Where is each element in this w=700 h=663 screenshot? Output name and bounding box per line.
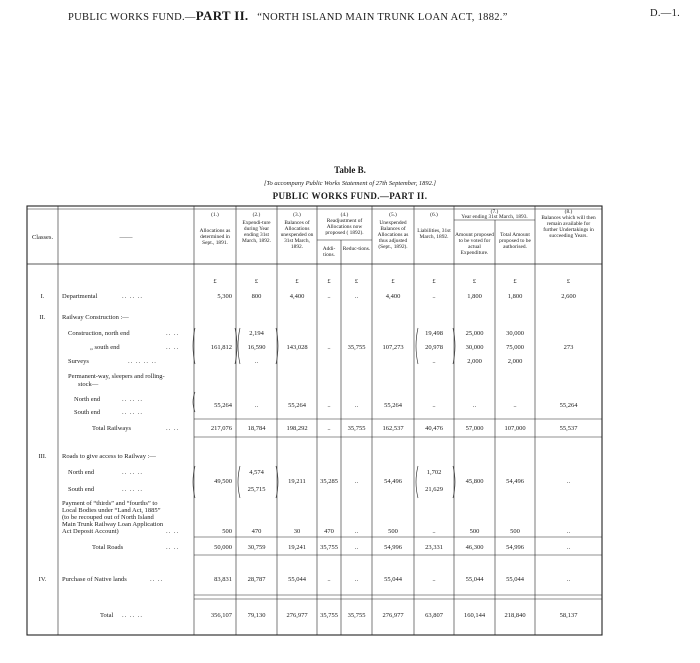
leader-dots: .. .. .. <box>122 612 143 619</box>
row-label: Total <box>100 612 114 619</box>
cell-c6: .. <box>432 293 436 300</box>
cell-c7a: .. <box>472 402 477 409</box>
leader-dots: .. .. <box>166 425 180 432</box>
cell-c2: 79,130 <box>247 612 266 619</box>
section-label: Railway Construction :— <box>62 314 129 321</box>
cell-c7a: 55,044 <box>465 576 484 583</box>
row-label: Purchase of Native lands <box>62 576 127 583</box>
cell-c4a: .. <box>327 402 331 409</box>
header-c8: Balances which will then remain available for further Undertakings in succeeding Years. <box>541 215 596 240</box>
cell-c7b: 55,044 <box>506 576 524 583</box>
cell-c5: 55,044 <box>384 576 402 583</box>
class-number: III. <box>38 453 47 460</box>
cell-c8: .. <box>566 478 571 485</box>
cell-c2: .. <box>254 358 259 365</box>
table-subtitle: [To accompany Public Works Statement of 27th September, 1892.] <box>263 180 437 187</box>
cell-c2: .. <box>254 402 259 409</box>
cell-c6: 1,702 <box>426 469 442 476</box>
row-label: North end <box>74 396 101 403</box>
cell-c1: 356,107 <box>210 612 232 619</box>
pound-sign: £ <box>391 278 395 285</box>
cell-c8: .. <box>566 544 571 551</box>
pound-sign: £ <box>295 278 299 285</box>
leader-dots: .. .. <box>166 330 180 337</box>
header-c2-num: (2.) <box>252 212 261 218</box>
cell-c5: 500 <box>388 528 398 535</box>
header-c3: Balances of Allocations unexpended on 31st March, 1892. <box>280 220 314 251</box>
cell-c4a: 35,285 <box>320 478 338 485</box>
pound-sign: £ <box>566 278 571 285</box>
leader-dots: .. .. <box>166 344 180 351</box>
cell-c6: 23,331 <box>425 544 443 551</box>
header-c5-num: (5.) <box>389 212 397 218</box>
leader-dots: .. .. .. <box>122 409 143 416</box>
row-label: North end <box>68 469 95 476</box>
header-c2: Expendi-ture during Year ending 31st March, 1892. <box>242 220 271 245</box>
header-act: “NORTH ISLAND MAIN TRUNK LOAN ACT, 1882.” <box>257 12 508 23</box>
class-number: I. <box>40 293 45 300</box>
row-label: Construction, north end <box>68 330 130 337</box>
cell-c1: 161,812 <box>210 344 232 351</box>
header-c7: Year ending 31st March, 1893. <box>461 214 528 220</box>
row-label: South end <box>68 486 95 493</box>
cell-c7a: 25,000 <box>465 330 484 337</box>
pound-sign: £ <box>513 278 517 285</box>
table-fund-title: PUBLIC WORKS FUND.—PART II. <box>272 191 428 201</box>
header-c7-amount-voted: Amount proposed to be voted for actual Expenditure. <box>455 232 494 257</box>
pound-sign: £ <box>327 278 331 285</box>
cell-c3: 30 <box>293 528 301 535</box>
cell-c4b: .. <box>354 293 359 300</box>
cell-c6: 21,629 <box>425 486 443 493</box>
leader-dots: .. .. .. .. <box>128 358 157 365</box>
row-label: Departmental <box>62 293 98 300</box>
cell-c4a: .. <box>327 425 331 432</box>
row-label: South end <box>74 409 101 416</box>
cell-c1: 5,300 <box>217 293 232 300</box>
cell-c2: 16,590 <box>247 344 266 351</box>
leader-dots: .. .. .. <box>122 469 143 476</box>
cell-c7a: 2,000 <box>467 358 482 365</box>
cell-c7a: 45,800 <box>465 478 484 485</box>
cell-c2: 25,715 <box>247 486 266 493</box>
cell-c3: 143,028 <box>286 344 308 351</box>
cell-c2: 800 <box>251 293 262 300</box>
cell-c2: 18,784 <box>247 425 266 432</box>
cell-c6: 19,498 <box>425 330 443 337</box>
table-title: Table B. <box>334 165 366 175</box>
cell-c4b: 35,755 <box>347 425 366 432</box>
cell-c8: .. <box>566 576 571 583</box>
cell-c4a: .. <box>327 293 331 300</box>
row-label: Total Roads <box>92 544 124 551</box>
pound-sign: £ <box>432 278 436 285</box>
cell-c7b: 1,800 <box>507 293 523 300</box>
cell-c1: 50,000 <box>214 544 232 551</box>
cell-c6: .. <box>432 528 436 535</box>
cell-c8: .. <box>566 528 571 535</box>
cell-c4b: .. <box>354 402 359 409</box>
pound-sign: £ <box>254 278 259 285</box>
cell-c1: 217,076 <box>210 425 232 432</box>
cell-c4a: .. <box>327 344 331 351</box>
header-c4-reductions: Reduc-tions. <box>342 246 371 252</box>
row-label: Surveys <box>68 358 89 365</box>
cell-c7b: 30,000 <box>506 330 524 337</box>
cell-c3: 4,400 <box>289 293 305 300</box>
row-label: Act Deposit Account) <box>62 528 119 535</box>
pound-sign: £ <box>213 278 217 285</box>
header-c6: Liabilities, 31st March, 1892. <box>417 228 451 241</box>
row-label: Local Bodies under “Land Act, 1885” <box>62 507 161 514</box>
cell-c5: 276,977 <box>382 612 404 619</box>
cell-c6: .. <box>432 358 436 365</box>
cell-c4b: 35,755 <box>347 344 366 351</box>
header-c4: Readjustment of Allocations now proposed ( 1892). <box>325 218 364 237</box>
cell-c5: 107,273 <box>382 344 404 351</box>
row-label: „ south end <box>90 344 120 351</box>
cell-c7b: 500 <box>510 528 520 535</box>
cell-c8: 55,537 <box>559 425 578 432</box>
cell-c4a: 35,755 <box>320 612 338 619</box>
cell-c5: 162,537 <box>382 425 404 432</box>
row-label: (to be recouped out of North Island <box>62 514 154 521</box>
cell-c1: 55,264 <box>214 402 232 409</box>
cell-c3: 198,292 <box>286 425 308 432</box>
cell-c7b: 2,000 <box>507 358 523 365</box>
header-c8-num: (8.) <box>564 209 573 215</box>
pound-sign: £ <box>472 278 477 285</box>
cell-c2: 30,759 <box>247 544 266 551</box>
header-description: —— <box>119 234 133 241</box>
cell-c7b: 54,996 <box>506 544 524 551</box>
class-number: II. <box>39 314 46 321</box>
leader-dots: .. .. .. <box>122 293 143 300</box>
row-label: Payment of “thirds” and “fourths” to <box>62 500 158 507</box>
cell-c7a: 46,300 <box>465 544 484 551</box>
cell-c7a: 500 <box>469 528 480 535</box>
cell-c6: 40,476 <box>425 425 443 432</box>
cell-c5: 54,496 <box>384 478 402 485</box>
cell-c6: 63,807 <box>425 612 443 619</box>
row-label: Total Railways <box>92 425 132 432</box>
row-label: Permanent-way, sleepers and rolling- <box>68 373 165 380</box>
cell-c4a: 35,755 <box>320 544 338 551</box>
row-label: Main Trunk Railway Loan Application <box>62 521 164 528</box>
cell-c4b: 35,755 <box>347 612 366 619</box>
cell-c2: 2,194 <box>249 330 264 337</box>
header-c7-num: (7.) <box>490 209 499 215</box>
header-classes: Classes. <box>31 234 54 241</box>
leader-dots: .. .. <box>166 528 180 535</box>
header-prefix: PUBLIC WORKS FUND.— <box>68 12 196 23</box>
leader-dots: .. .. .. <box>122 396 143 403</box>
page-code: D.—1. <box>650 8 681 19</box>
section-label: Roads to give access to Railway :— <box>62 453 156 460</box>
cell-c8: 273 <box>563 344 574 351</box>
cell-c5: 54,996 <box>384 544 402 551</box>
header-c1-num: (1.) <box>211 212 219 218</box>
leader-dots: .. .. .. <box>122 486 143 493</box>
cell-c7a: 1,800 <box>467 293 482 300</box>
row-label: stock— <box>78 381 99 388</box>
pound-sign: £ <box>354 278 359 285</box>
cell-c7b: 75,000 <box>506 344 524 351</box>
cell-c8: 58,137 <box>559 612 578 619</box>
cell-c8: 55,264 <box>559 402 578 409</box>
class-number: IV. <box>38 576 47 583</box>
cell-c1: 500 <box>222 528 232 535</box>
cell-c7a: 30,000 <box>465 344 484 351</box>
cell-c3: 55,044 <box>288 576 306 583</box>
header-c3-num: (3.) <box>293 212 301 218</box>
cell-c7a: 57,000 <box>465 425 484 432</box>
cell-c6: .. <box>432 402 436 409</box>
header-c4-num: (4.) <box>340 212 349 218</box>
cell-c2: 470 <box>251 528 262 535</box>
cell-c4a: 470 <box>324 528 334 535</box>
cell-c4a: .. <box>327 576 331 583</box>
cell-c1: 49,500 <box>214 478 232 485</box>
cell-c2: 28,787 <box>247 576 266 583</box>
cell-c7b: 107,000 <box>504 425 526 432</box>
header-c1: Allocations as determined in Sept., 1891. <box>199 228 231 247</box>
header-c4-additions: Addi-tions. <box>322 246 336 259</box>
header-part: PART II. <box>195 8 249 23</box>
header-c7-total-authorised: Total Amount proposed to be authorised. <box>499 232 531 251</box>
cell-c3: 55,264 <box>288 402 306 409</box>
cell-c7a: 160,144 <box>463 612 486 619</box>
cell-c2: 4,574 <box>249 469 264 476</box>
header-c6-num: (6.) <box>430 212 438 218</box>
cell-c7b: 218,840 <box>504 612 526 619</box>
header-c5: Unexpended Balances of Allocations as thus adjusted (Sept., 1892). <box>377 220 409 251</box>
cell-c1: 83,831 <box>214 576 232 583</box>
cell-c6: .. <box>432 576 436 583</box>
cell-c3: 276,977 <box>286 612 308 619</box>
cell-c5: 55,264 <box>384 402 402 409</box>
cell-c6: 20,978 <box>425 344 443 351</box>
cell-c4b: .. <box>354 528 359 535</box>
cell-c7b: 54,496 <box>506 478 524 485</box>
cell-c3: 19,241 <box>288 544 306 551</box>
cell-c4b: .. <box>354 478 359 485</box>
cell-c5: 4,400 <box>385 293 401 300</box>
cell-c4b: .. <box>354 544 359 551</box>
cell-c4b: .. <box>354 576 359 583</box>
cell-c8: 2,600 <box>561 293 576 300</box>
leader-dots: .. .. <box>166 544 180 551</box>
cell-c7b: .. <box>513 402 517 409</box>
cell-c3: 19,211 <box>288 478 306 485</box>
leader-dots: .. .. <box>150 576 164 583</box>
